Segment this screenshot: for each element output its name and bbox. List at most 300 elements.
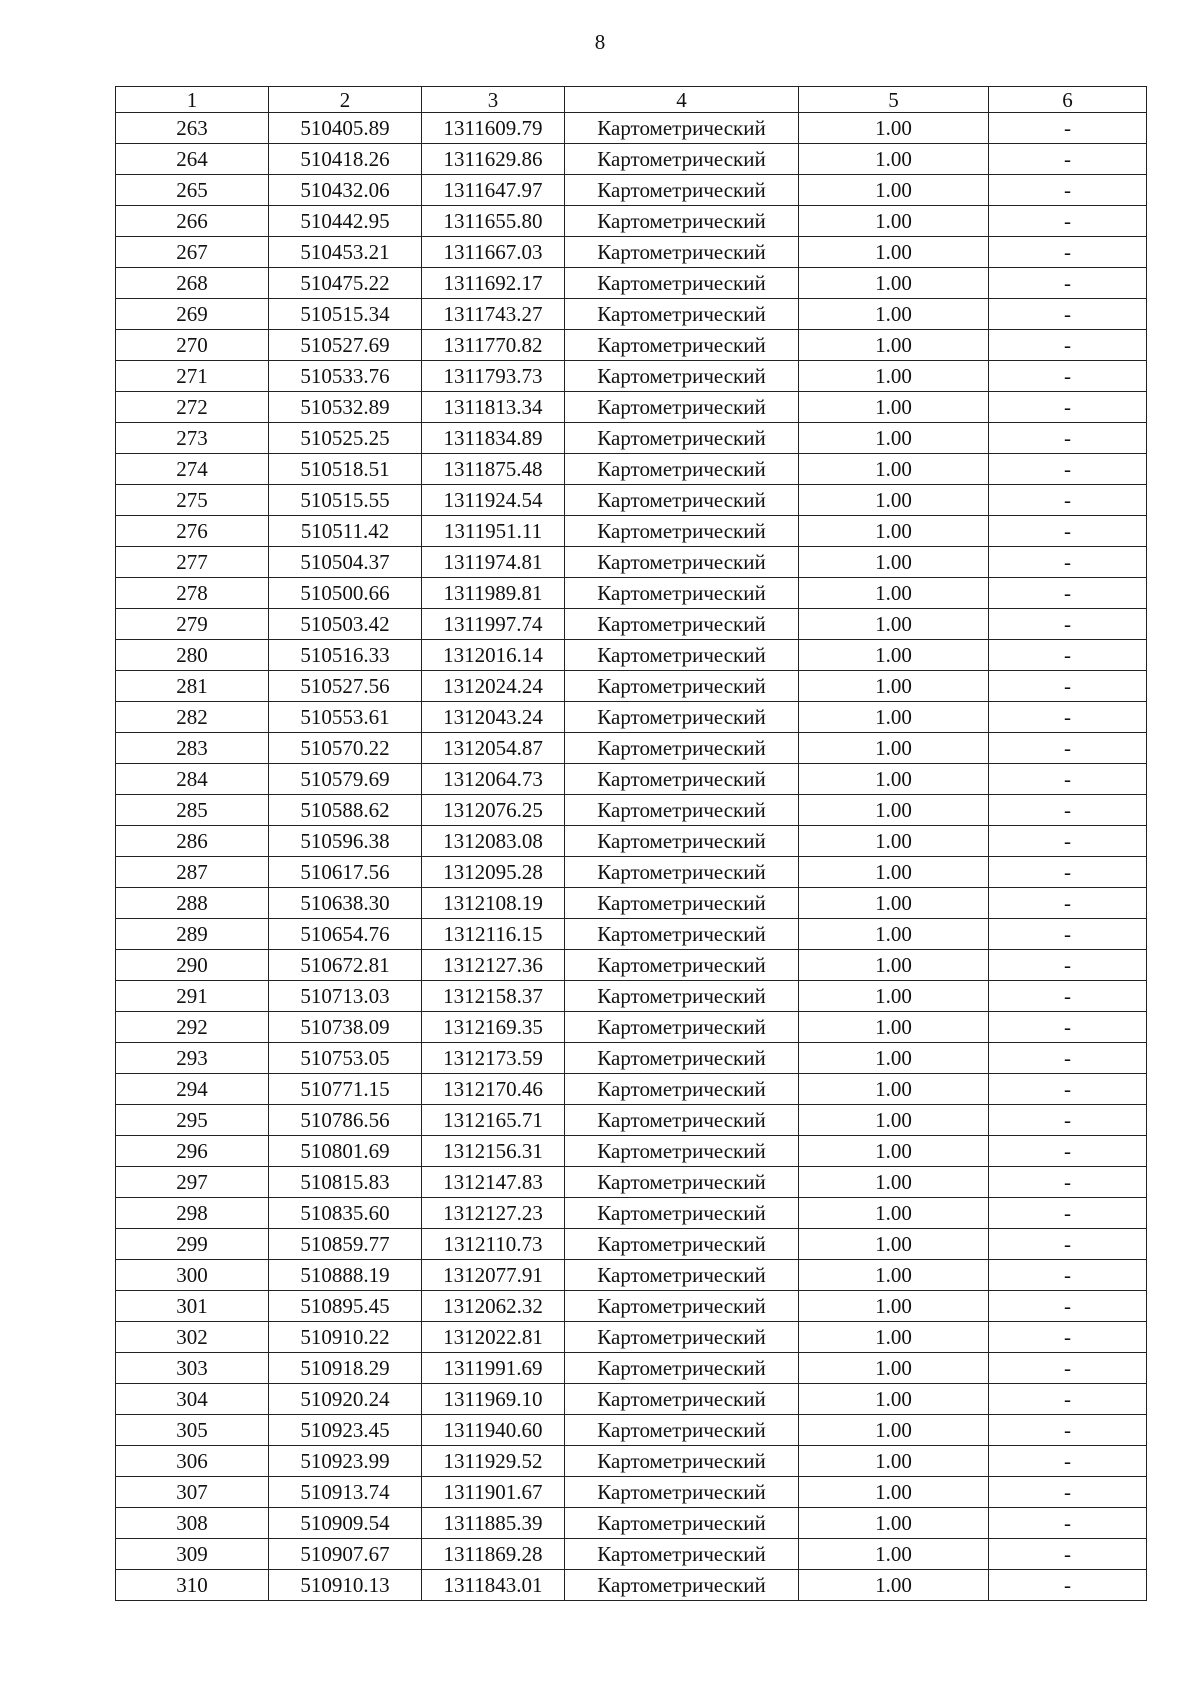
table-cell: 1.00: [799, 981, 989, 1012]
table-cell: -: [989, 299, 1147, 330]
table-cell: 271: [116, 361, 269, 392]
table-row: [116, 609, 1147, 640]
table-cell: 1312156.31: [422, 1136, 565, 1167]
table-cell: 272: [116, 392, 269, 423]
table-cell: 1312062.32: [422, 1291, 565, 1322]
table-cell: 510654.76: [269, 919, 422, 950]
table-cell: 1.00: [799, 1446, 989, 1477]
table-row: [116, 1539, 1147, 1570]
table-cell: 510713.03: [269, 981, 422, 1012]
table-cell: 1311743.27: [422, 299, 565, 330]
table-cell: 510405.89: [269, 113, 422, 144]
table-cell: 1.00: [799, 1291, 989, 1322]
table-cell: -: [989, 1229, 1147, 1260]
column-header: 5: [799, 87, 989, 113]
table-cell: 510516.33: [269, 640, 422, 671]
table-cell: -: [989, 702, 1147, 733]
column-header: 3: [422, 87, 565, 113]
table-cell: 1.00: [799, 1012, 989, 1043]
table-cell: 510504.37: [269, 547, 422, 578]
table-cell: 1.00: [799, 113, 989, 144]
table-cell: 510532.89: [269, 392, 422, 423]
table-cell: 1.00: [799, 950, 989, 981]
table-row: [116, 361, 1147, 392]
table-cell: 1.00: [799, 609, 989, 640]
table-cell: 510511.42: [269, 516, 422, 547]
table-row: [116, 1384, 1147, 1415]
table-row: [116, 981, 1147, 1012]
table-cell: -: [989, 1477, 1147, 1508]
table-cell: 1312116.15: [422, 919, 565, 950]
table-header: [116, 87, 1147, 113]
table-cell: 510923.99: [269, 1446, 422, 1477]
table-cell: 1.00: [799, 175, 989, 206]
table-cell: 308: [116, 1508, 269, 1539]
table-cell: 510515.34: [269, 299, 422, 330]
table-row: [116, 671, 1147, 702]
table-row: [116, 1012, 1147, 1043]
table-cell: 296: [116, 1136, 269, 1167]
table-row: [116, 1229, 1147, 1260]
table-cell: 510672.81: [269, 950, 422, 981]
table-cell: Картометрический: [565, 454, 799, 485]
table-cell: 1.00: [799, 144, 989, 175]
table-cell: 1312108.19: [422, 888, 565, 919]
table-cell: 307: [116, 1477, 269, 1508]
table-cell: -: [989, 609, 1147, 640]
table-cell: 510918.29: [269, 1353, 422, 1384]
table-cell: 1.00: [799, 1570, 989, 1601]
table-cell: -: [989, 733, 1147, 764]
table-cell: 297: [116, 1167, 269, 1198]
table-cell: Картометрический: [565, 1322, 799, 1353]
table-cell: 1.00: [799, 764, 989, 795]
table-row: [116, 1353, 1147, 1384]
table-cell: 510553.61: [269, 702, 422, 733]
table-cell: 1312043.24: [422, 702, 565, 733]
table-cell: -: [989, 392, 1147, 423]
table-cell: 510442.95: [269, 206, 422, 237]
table-cell: 1.00: [799, 671, 989, 702]
table-cell: 510588.62: [269, 795, 422, 826]
table-cell: 1.00: [799, 1508, 989, 1539]
table-cell: 310: [116, 1570, 269, 1601]
table-cell: Картометрический: [565, 578, 799, 609]
table-cell: 1311969.10: [422, 1384, 565, 1415]
table-row: [116, 888, 1147, 919]
table-row: [116, 1198, 1147, 1229]
table-cell: 270: [116, 330, 269, 361]
table-cell: -: [989, 1043, 1147, 1074]
table-row: [116, 1136, 1147, 1167]
column-header: 6: [989, 87, 1147, 113]
table-cell: -: [989, 175, 1147, 206]
table-cell: 510453.21: [269, 237, 422, 268]
table-cell: 1311875.48: [422, 454, 565, 485]
table-cell: 510923.45: [269, 1415, 422, 1446]
table-cell: 1.00: [799, 1353, 989, 1384]
table-cell: Картометрический: [565, 795, 799, 826]
table-cell: 285: [116, 795, 269, 826]
table-cell: 1.00: [799, 1260, 989, 1291]
table-cell: 269: [116, 299, 269, 330]
table-cell: 1312054.87: [422, 733, 565, 764]
table-cell: -: [989, 454, 1147, 485]
table-cell: -: [989, 1415, 1147, 1446]
table-row: [116, 795, 1147, 826]
table-cell: 268: [116, 268, 269, 299]
table-cell: 1.00: [799, 237, 989, 268]
table-cell: Картометрический: [565, 1353, 799, 1384]
table-cell: 1.00: [799, 1322, 989, 1353]
table-cell: 510801.69: [269, 1136, 422, 1167]
table-cell: Картометрический: [565, 857, 799, 888]
table-cell: 510527.69: [269, 330, 422, 361]
table-cell: 1312127.36: [422, 950, 565, 981]
table-cell: Картометрический: [565, 1291, 799, 1322]
table-cell: Картометрический: [565, 671, 799, 702]
table-cell: 510475.22: [269, 268, 422, 299]
table-cell: 510895.45: [269, 1291, 422, 1322]
table-cell: 275: [116, 485, 269, 516]
table-cell: 1311770.82: [422, 330, 565, 361]
table-cell: Картометрический: [565, 1105, 799, 1136]
table-row: [116, 330, 1147, 361]
table-cell: 309: [116, 1539, 269, 1570]
table-cell: 1.00: [799, 888, 989, 919]
table-cell: 1.00: [799, 702, 989, 733]
table-cell: 1312127.23: [422, 1198, 565, 1229]
table-cell: 510771.15: [269, 1074, 422, 1105]
table-cell: 1311929.52: [422, 1446, 565, 1477]
table-cell: Картометрический: [565, 1260, 799, 1291]
table-cell: 274: [116, 454, 269, 485]
table-cell: -: [989, 1353, 1147, 1384]
table-row: [116, 299, 1147, 330]
table-row: [116, 516, 1147, 547]
table-row: [116, 733, 1147, 764]
table-cell: 510596.38: [269, 826, 422, 857]
table-cell: Картометрический: [565, 950, 799, 981]
table-cell: 305: [116, 1415, 269, 1446]
table-cell: -: [989, 547, 1147, 578]
table-cell: Картометрический: [565, 330, 799, 361]
table-cell: -: [989, 144, 1147, 175]
table-cell: 266: [116, 206, 269, 237]
table-cell: 510909.54: [269, 1508, 422, 1539]
table-cell: 1311885.39: [422, 1508, 565, 1539]
table-cell: Картометрический: [565, 144, 799, 175]
table-cell: 1.00: [799, 857, 989, 888]
table-cell: Картометрический: [565, 981, 799, 1012]
table-row: [116, 144, 1147, 175]
table-row: [116, 950, 1147, 981]
table-cell: -: [989, 516, 1147, 547]
table-cell: 280: [116, 640, 269, 671]
table-row: [116, 919, 1147, 950]
table-cell: 510525.25: [269, 423, 422, 454]
table-cell: 290: [116, 950, 269, 981]
table-cell: 1312165.71: [422, 1105, 565, 1136]
table-cell: Картометрический: [565, 1384, 799, 1415]
table-cell: -: [989, 1260, 1147, 1291]
table-cell: 298: [116, 1198, 269, 1229]
table-row: [116, 1260, 1147, 1291]
column-header: 2: [269, 87, 422, 113]
table-cell: 510786.56: [269, 1105, 422, 1136]
table-cell: -: [989, 1136, 1147, 1167]
table-cell: -: [989, 1446, 1147, 1477]
table-cell: Картометрический: [565, 1012, 799, 1043]
table-cell: -: [989, 1539, 1147, 1570]
table-cell: 292: [116, 1012, 269, 1043]
table-cell: -: [989, 485, 1147, 516]
table-cell: 291: [116, 981, 269, 1012]
table-cell: 276: [116, 516, 269, 547]
table-cell: 289: [116, 919, 269, 950]
table-row: [116, 175, 1147, 206]
table-row: [116, 206, 1147, 237]
table-cell: Картометрический: [565, 175, 799, 206]
table-cell: 281: [116, 671, 269, 702]
table-cell: 1.00: [799, 733, 989, 764]
table-cell: Картометрический: [565, 423, 799, 454]
table-row: [116, 764, 1147, 795]
table-cell: 510835.60: [269, 1198, 422, 1229]
table-cell: 510527.56: [269, 671, 422, 702]
table-cell: 510815.83: [269, 1167, 422, 1198]
table-cell: Картометрический: [565, 640, 799, 671]
table-cell: Картометрический: [565, 113, 799, 144]
column-header: 4: [565, 87, 799, 113]
table-cell: 510500.66: [269, 578, 422, 609]
table-row: [116, 857, 1147, 888]
table-cell: 1312024.24: [422, 671, 565, 702]
table-cell: Картометрический: [565, 764, 799, 795]
table-cell: Картометрический: [565, 392, 799, 423]
table-row: [116, 826, 1147, 857]
table-cell: 303: [116, 1353, 269, 1384]
table-cell: 1311629.86: [422, 144, 565, 175]
table-cell: 301: [116, 1291, 269, 1322]
table-cell: 1.00: [799, 516, 989, 547]
table-cell: 1312022.81: [422, 1322, 565, 1353]
table-cell: -: [989, 1198, 1147, 1229]
table-cell: 510432.06: [269, 175, 422, 206]
table-row: [116, 1477, 1147, 1508]
table-cell: -: [989, 1074, 1147, 1105]
table-cell: 510920.24: [269, 1384, 422, 1415]
table-cell: -: [989, 206, 1147, 237]
table-cell: 1312147.83: [422, 1167, 565, 1198]
table-body: [116, 113, 1147, 1601]
table-cell: 265: [116, 175, 269, 206]
table-cell: 1311834.89: [422, 423, 565, 454]
table-cell: 1.00: [799, 361, 989, 392]
table-cell: 286: [116, 826, 269, 857]
table-cell: -: [989, 268, 1147, 299]
table-cell: Картометрический: [565, 1477, 799, 1508]
table-cell: 510888.19: [269, 1260, 422, 1291]
table-cell: 1.00: [799, 919, 989, 950]
table-cell: Картометрический: [565, 1167, 799, 1198]
table-row: [116, 1167, 1147, 1198]
table-cell: 510910.13: [269, 1570, 422, 1601]
table-cell: 510638.30: [269, 888, 422, 919]
table-cell: -: [989, 578, 1147, 609]
table-cell: 1.00: [799, 454, 989, 485]
table-cell: 1311951.11: [422, 516, 565, 547]
coordinates-table: [115, 86, 1147, 1601]
table-cell: -: [989, 919, 1147, 950]
table-cell: 282: [116, 702, 269, 733]
table-cell: 1.00: [799, 1167, 989, 1198]
table-cell: Картометрический: [565, 702, 799, 733]
table-cell: 510738.09: [269, 1012, 422, 1043]
table-cell: 510753.05: [269, 1043, 422, 1074]
table-cell: Картометрический: [565, 888, 799, 919]
table-cell: 302: [116, 1322, 269, 1353]
table-cell: 1.00: [799, 578, 989, 609]
table-cell: 278: [116, 578, 269, 609]
table-cell: 293: [116, 1043, 269, 1074]
table-cell: Картометрический: [565, 1198, 799, 1229]
table-cell: 1311924.54: [422, 485, 565, 516]
table-row: [116, 1291, 1147, 1322]
table-row: [116, 113, 1147, 144]
table-cell: 1312110.73: [422, 1229, 565, 1260]
table-cell: 287: [116, 857, 269, 888]
table-cell: 1.00: [799, 640, 989, 671]
table-cell: 263: [116, 113, 269, 144]
table-row: [116, 423, 1147, 454]
table-cell: 279: [116, 609, 269, 640]
table-cell: -: [989, 1012, 1147, 1043]
table-row: [116, 1415, 1147, 1446]
table-cell: 1312173.59: [422, 1043, 565, 1074]
table-cell: 288: [116, 888, 269, 919]
table-cell: Картометрический: [565, 547, 799, 578]
table-cell: -: [989, 671, 1147, 702]
table-cell: Картометрический: [565, 206, 799, 237]
table-row: [116, 454, 1147, 485]
table-row: [116, 392, 1147, 423]
table-cell: 1312095.28: [422, 857, 565, 888]
table-row: [116, 1446, 1147, 1477]
table-cell: 1.00: [799, 1043, 989, 1074]
table-row: [116, 547, 1147, 578]
table-cell: 277: [116, 547, 269, 578]
table-cell: 510418.26: [269, 144, 422, 175]
table-cell: 1.00: [799, 299, 989, 330]
table-cell: 284: [116, 764, 269, 795]
table-cell: Картометрический: [565, 1043, 799, 1074]
table-cell: 1312169.35: [422, 1012, 565, 1043]
table-row: [116, 1570, 1147, 1601]
table-cell: 510570.22: [269, 733, 422, 764]
table-cell: -: [989, 981, 1147, 1012]
table-cell: 1.00: [799, 1539, 989, 1570]
table-cell: 510579.69: [269, 764, 422, 795]
table-cell: -: [989, 764, 1147, 795]
table-cell: 1311692.17: [422, 268, 565, 299]
table-cell: Картометрический: [565, 1508, 799, 1539]
table-cell: 1311901.67: [422, 1477, 565, 1508]
table-row: [116, 702, 1147, 733]
table-cell: Картометрический: [565, 1074, 799, 1105]
table-cell: Картометрический: [565, 516, 799, 547]
table-cell: 304: [116, 1384, 269, 1415]
table-row: [116, 1043, 1147, 1074]
table-cell: -: [989, 640, 1147, 671]
table-cell: 510907.67: [269, 1539, 422, 1570]
table-cell: -: [989, 1291, 1147, 1322]
table-cell: 1311813.34: [422, 392, 565, 423]
table-cell: 1311647.97: [422, 175, 565, 206]
table-cell: 1.00: [799, 268, 989, 299]
table-cell: 1.00: [799, 206, 989, 237]
table-cell: 510533.76: [269, 361, 422, 392]
table-cell: -: [989, 1508, 1147, 1539]
table-cell: 510910.22: [269, 1322, 422, 1353]
table-header-row: [116, 87, 1147, 113]
table-cell: -: [989, 795, 1147, 826]
table-cell: -: [989, 113, 1147, 144]
table-row: [116, 1322, 1147, 1353]
table-cell: 1.00: [799, 1229, 989, 1260]
table-cell: -: [989, 1384, 1147, 1415]
table-cell: Картометрический: [565, 1539, 799, 1570]
table-cell: Картометрический: [565, 1446, 799, 1477]
table-cell: 300: [116, 1260, 269, 1291]
page-number: 8: [594, 30, 606, 54]
table-cell: 1.00: [799, 330, 989, 361]
table-cell: 1311609.79: [422, 113, 565, 144]
table-cell: -: [989, 1322, 1147, 1353]
table-cell: -: [989, 361, 1147, 392]
table-cell: Картометрический: [565, 361, 799, 392]
table-row: [116, 578, 1147, 609]
table-cell: Картометрический: [565, 1415, 799, 1446]
table-cell: Картометрический: [565, 733, 799, 764]
table-cell: Картометрический: [565, 1229, 799, 1260]
table-row: [116, 268, 1147, 299]
table-cell: Картометрический: [565, 1136, 799, 1167]
column-header: 1: [116, 87, 269, 113]
table-cell: 295: [116, 1105, 269, 1136]
table-cell: 510515.55: [269, 485, 422, 516]
table-cell: 1.00: [799, 1198, 989, 1229]
table-cell: Картометрический: [565, 919, 799, 950]
table-cell: 510859.77: [269, 1229, 422, 1260]
table-cell: -: [989, 1105, 1147, 1136]
table-cell: 1.00: [799, 795, 989, 826]
table-cell: 1.00: [799, 1105, 989, 1136]
table-cell: 1311989.81: [422, 578, 565, 609]
table-cell: 273: [116, 423, 269, 454]
table-cell: Картометрический: [565, 485, 799, 516]
table-cell: 1311869.28: [422, 1539, 565, 1570]
table-cell: -: [989, 888, 1147, 919]
table-cell: -: [989, 857, 1147, 888]
table-cell: -: [989, 237, 1147, 268]
table-cell: 1.00: [799, 1384, 989, 1415]
table-cell: 510503.42: [269, 609, 422, 640]
table-cell: 299: [116, 1229, 269, 1260]
table-cell: 1.00: [799, 485, 989, 516]
table-cell: Картометрический: [565, 268, 799, 299]
table-cell: 1311991.69: [422, 1353, 565, 1384]
